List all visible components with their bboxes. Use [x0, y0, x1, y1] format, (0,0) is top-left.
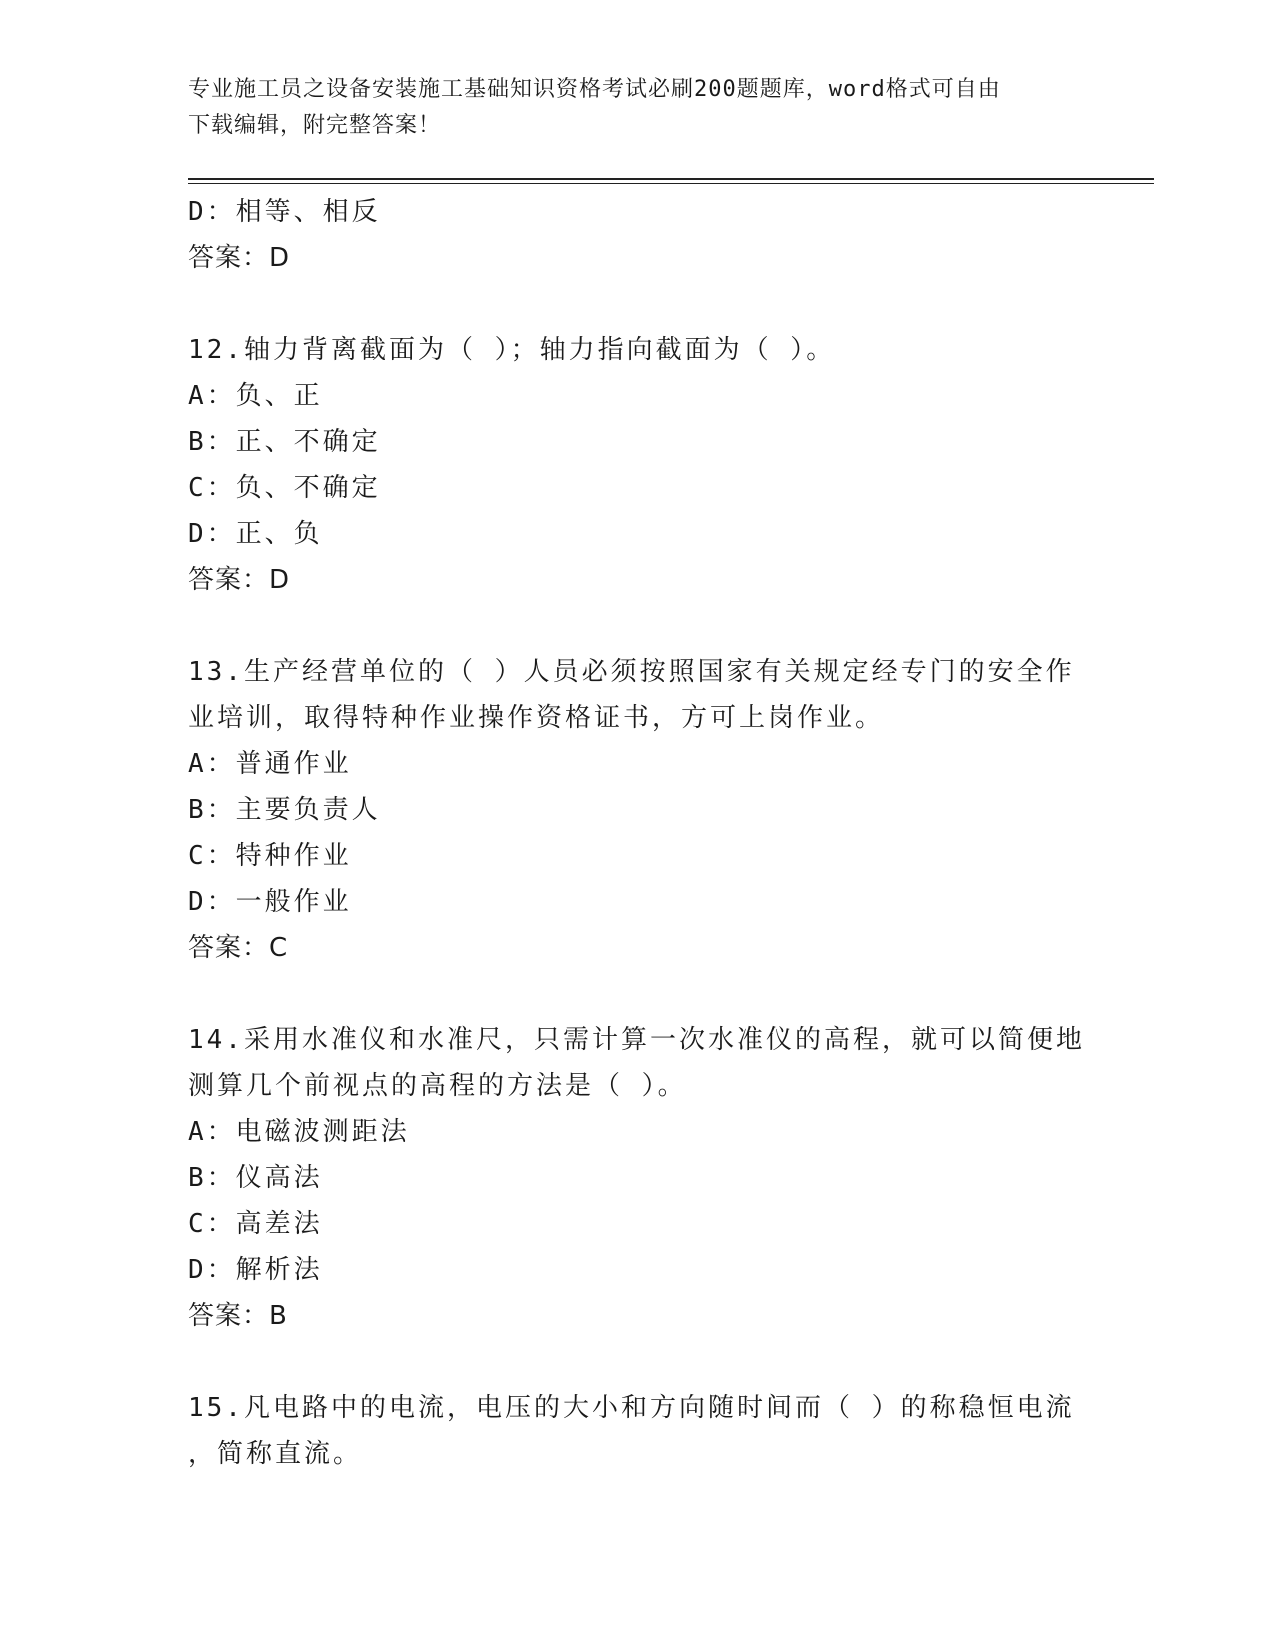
answer: 答案：D — [188, 565, 291, 595]
answer: 答案：D — [188, 243, 291, 273]
question-stem-line-1: 14.采用水准仪和水准尺，只需计算一次水准仪的高程，就可以简便地 — [188, 1025, 1085, 1055]
option-c: C：负、不确定 — [188, 473, 381, 503]
option-c: C：特种作业 — [188, 841, 352, 871]
question-stem-line-1: 15.凡电路中的电流，电压的大小和方向随时间而（ ）的称稳恒电流 — [188, 1393, 1075, 1423]
question-11-tail — [188, 189, 1088, 281]
question-13 — [188, 649, 1088, 971]
question-stem-line-2: 业培训，取得特种作业操作资格证书，方可上岗作业。 — [188, 703, 885, 733]
option-a: A：电磁波测距法 — [188, 1117, 410, 1147]
question-stem: 12.轴力背离截面为（ ）；轴力指向截面为（ ）。 — [188, 335, 836, 365]
header-divider-thick — [188, 178, 1154, 180]
option-c: C：高差法 — [188, 1209, 323, 1239]
answer: 答案：B — [188, 1301, 288, 1331]
spacer — [188, 1339, 1088, 1385]
answer: 答案：C — [188, 933, 289, 963]
question-12 — [188, 327, 1088, 603]
option-a: A：普通作业 — [188, 749, 352, 779]
header-divider-thin — [188, 183, 1154, 184]
header-line-2: 下载编辑，附完整答案！ — [188, 113, 442, 138]
spacer — [188, 971, 1088, 1017]
question-stem-line-2: ，简称直流。 — [188, 1439, 363, 1469]
question-stem-line-1: 13.生产经营单位的（ ）人员必须按照国家有关规定经专门的安全作 — [188, 657, 1075, 687]
spacer — [188, 281, 1088, 327]
question-list — [188, 189, 1088, 1477]
option-b: B：主要负责人 — [188, 795, 381, 825]
option-d: D：一般作业 — [188, 887, 352, 917]
document-header — [188, 72, 1088, 144]
question-15 — [188, 1385, 1088, 1477]
question-14 — [188, 1017, 1088, 1339]
option-d: D：相等、相反 — [188, 197, 381, 227]
option-d: D：正、负 — [188, 519, 323, 549]
question-stem-line-2: 测算几个前视点的高程的方法是（ ）。 — [188, 1071, 687, 1101]
option-d: D：解析法 — [188, 1255, 323, 1285]
spacer — [188, 603, 1088, 649]
option-a: A：负、正 — [188, 381, 323, 411]
option-b: B：仪高法 — [188, 1163, 323, 1193]
header-line-1: 专业施工员之设备安装施工基础知识资格考试必刷200题题库，word格式可自由 — [188, 77, 1001, 102]
option-b: B：正、不确定 — [188, 427, 381, 457]
